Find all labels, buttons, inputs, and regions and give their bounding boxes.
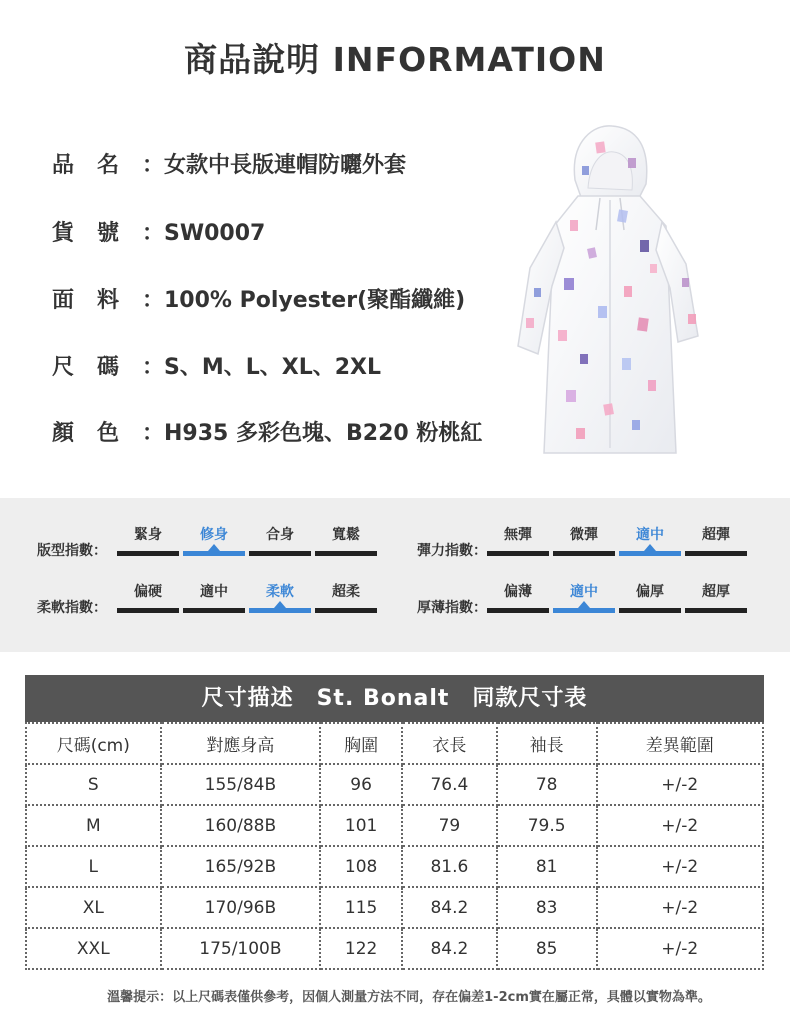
spec-value: ：100% Polyester(聚酯纖維) — [142, 288, 466, 313]
index-option — [685, 581, 747, 615]
column-header: 胸圍 — [320, 723, 402, 764]
index-option-label: 適中 — [636, 527, 664, 543]
index-option — [487, 581, 549, 615]
index-bar — [553, 551, 615, 556]
table-cell: 170/96B — [161, 887, 321, 928]
index-option-label: 偏硬 — [134, 584, 162, 600]
table-cell: 165/92B — [161, 846, 321, 887]
index-bar — [315, 551, 377, 556]
table-row — [26, 805, 763, 846]
table-header-row — [26, 723, 763, 764]
spec-label: 尺 — [52, 355, 75, 380]
table-row — [26, 928, 763, 969]
spec-value: ：女款中長版連帽防曬外套 — [142, 153, 407, 178]
index-bar — [249, 608, 311, 613]
elasticity-index — [417, 524, 757, 564]
index-option — [315, 581, 377, 615]
table-cell: +/-2 — [597, 764, 764, 805]
index-option — [619, 524, 681, 558]
index-option-label: 寬鬆 — [332, 527, 360, 543]
size-table — [25, 722, 764, 970]
index-bar — [183, 608, 245, 613]
table-cell: 96 — [320, 764, 402, 805]
index-option — [553, 524, 615, 558]
table-cell: 81.6 — [402, 846, 497, 887]
table-cell: +/-2 — [597, 928, 764, 969]
index-option — [619, 581, 681, 615]
fit-index-panel — [0, 498, 790, 652]
spec-label: 面 — [52, 288, 75, 313]
index-option — [487, 524, 549, 558]
table-cell: 101 — [320, 805, 402, 846]
index-option-label: 超彈 — [702, 527, 730, 543]
index-bar — [619, 608, 681, 613]
column-header: 差異範圍 — [597, 723, 764, 764]
column-header: 袖長 — [497, 723, 597, 764]
index-label: 柔軟指數： — [37, 600, 107, 616]
index-option-label: 無彈 — [504, 527, 532, 543]
table-cell: 122 — [320, 928, 402, 969]
thickness-index — [417, 581, 757, 621]
spec-label: 品 — [52, 153, 75, 178]
column-header: 對應身高 — [161, 723, 321, 764]
table-cell: +/-2 — [597, 805, 764, 846]
spec-label: 料 — [97, 288, 120, 313]
table-cell: 175/100B — [161, 928, 321, 969]
page-title: 商品說明 INFORMATION — [184, 40, 606, 79]
table-cell: 76.4 — [402, 764, 497, 805]
index-bar — [487, 608, 549, 613]
index-label: 厚薄指數： — [417, 600, 487, 616]
index-bar — [249, 551, 311, 556]
index-bar — [487, 551, 549, 556]
index-bar — [183, 551, 245, 556]
selected-marker — [208, 544, 220, 551]
index-option-label: 超厚 — [702, 584, 730, 600]
index-option-label: 偏厚 — [636, 584, 664, 600]
index-option — [117, 524, 179, 558]
table-cell: 81 — [497, 846, 597, 887]
spec-label: 色 — [97, 421, 120, 446]
spec-value: ：SW0007 — [142, 221, 266, 246]
table-cell: 155/84B — [161, 764, 321, 805]
column-header: 衣長 — [402, 723, 497, 764]
spec-row-size — [52, 352, 381, 384]
table-cell: S — [26, 764, 161, 805]
table-cell: 84.2 — [402, 928, 497, 969]
table-cell: M — [26, 805, 161, 846]
footnote: 溫馨提示：以上尺碼表僅供參考，因個人測量方法不同，存在偏差1-2cm實在屬正常，具體以實物為準。 — [107, 990, 711, 1005]
spec-value: ：S、M、L、XL、2XL — [142, 355, 382, 380]
selected-marker — [644, 544, 656, 551]
spec-label: 名 — [97, 153, 120, 178]
table-cell: 160/88B — [161, 805, 321, 846]
table-cell: 78 — [497, 764, 597, 805]
size-chart — [25, 675, 764, 970]
table-cell: +/-2 — [597, 887, 764, 928]
selected-marker — [274, 601, 286, 608]
index-bar — [685, 551, 747, 556]
index-option — [553, 581, 615, 615]
index-label: 彈力指數： — [417, 543, 487, 559]
index-option-label: 修身 — [200, 527, 228, 543]
index-bar — [315, 608, 377, 613]
table-row — [26, 846, 763, 887]
size-chart-heading: 尺寸描述 St. Bonalt 同款尺寸表 — [25, 675, 764, 722]
spec-row-name — [52, 150, 406, 182]
index-label: 版型指數： — [37, 543, 107, 559]
index-option-label: 緊身 — [134, 527, 162, 543]
spec-label: 顏 — [52, 421, 75, 446]
spec-row-fabric — [52, 285, 465, 317]
index-option-label: 偏薄 — [504, 584, 532, 600]
table-cell: XXL — [26, 928, 161, 969]
spec-label: 貨 — [52, 221, 75, 246]
spec-row-item-no — [52, 218, 265, 250]
table-row — [26, 887, 763, 928]
spec-row-color — [52, 418, 482, 450]
index-option-label: 適中 — [200, 584, 228, 600]
jacket-product-image — [500, 118, 710, 463]
table-cell: 79.5 — [497, 805, 597, 846]
index-option-label: 適中 — [570, 584, 598, 600]
index-option — [249, 581, 311, 615]
index-option — [315, 524, 377, 558]
index-bar — [619, 551, 681, 556]
index-bar — [117, 551, 179, 556]
index-option — [249, 524, 311, 558]
index-option-label: 柔軟 — [266, 584, 294, 600]
table-cell: XL — [26, 887, 161, 928]
selected-marker — [578, 601, 590, 608]
table-cell: L — [26, 846, 161, 887]
table-cell: 83 — [497, 887, 597, 928]
table-cell: 115 — [320, 887, 402, 928]
column-header: 尺碼(cm) — [26, 723, 161, 764]
table-cell: 84.2 — [402, 887, 497, 928]
table-cell: 85 — [497, 928, 597, 969]
table-cell: 79 — [402, 805, 497, 846]
index-option-label: 超柔 — [332, 584, 360, 600]
spec-label: 碼 — [97, 355, 120, 380]
index-option-label: 合身 — [266, 527, 294, 543]
softness-index — [37, 581, 377, 621]
table-row — [26, 764, 763, 805]
index-bar — [685, 608, 747, 613]
index-option — [183, 581, 245, 615]
spec-label: 號 — [97, 221, 120, 246]
index-bar — [117, 608, 179, 613]
fit-index — [37, 524, 377, 564]
index-option-label: 微彈 — [570, 527, 598, 543]
index-option — [117, 581, 179, 615]
index-option — [685, 524, 747, 558]
table-cell: +/-2 — [597, 846, 764, 887]
index-option — [183, 524, 245, 558]
index-bar — [553, 608, 615, 613]
spec-value: ：H935 多彩色塊、B220 粉桃紅 — [142, 421, 483, 446]
table-cell: 108 — [320, 846, 402, 887]
